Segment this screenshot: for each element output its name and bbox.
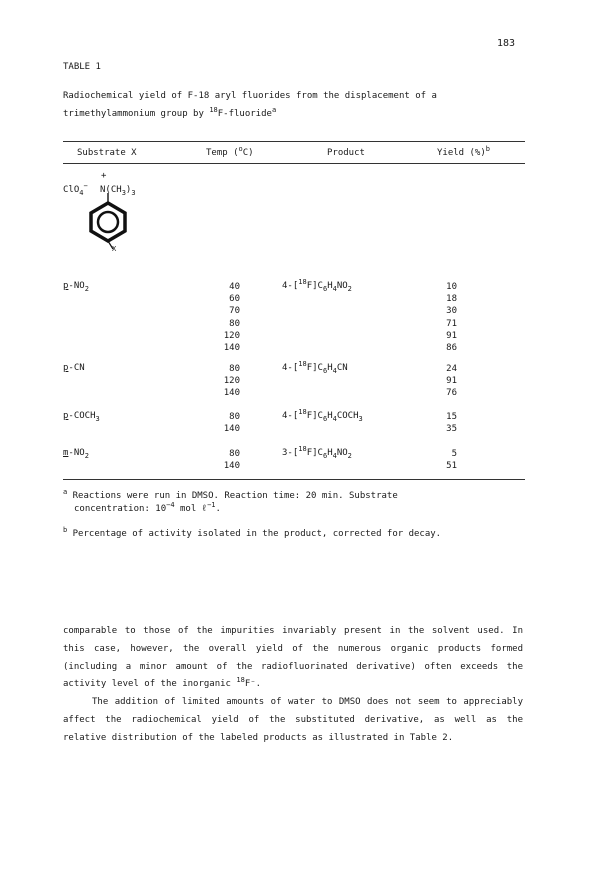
temps-p-cn: 80 120 140 bbox=[223, 364, 240, 399]
product-m-no2: $3-[^{18}F]C_6H_4NO_2$ bbox=[282, 445, 352, 460]
table-bottom-rule bbox=[63, 479, 525, 480]
substrate-m-no2: $m-NO_2$ bbox=[63, 448, 89, 460]
structure-plus: + bbox=[101, 171, 107, 181]
yields-p-no2: 10 18 30 71 91 86 bbox=[446, 282, 457, 354]
table-label: TABLE 1 bbox=[63, 62, 101, 72]
benzene-ring-icon bbox=[83, 193, 133, 261]
footnote-a: $^a$ Reactions were run in DMSO. Reaction time: 20 min. Substrate bbox=[63, 488, 398, 501]
header-product: Product bbox=[327, 148, 365, 158]
footnote-b: $^b$ Percentage of activity isolated in the product, corrected for decay. bbox=[63, 526, 442, 539]
header-substrate: Substrate X bbox=[77, 148, 137, 158]
substrate-p-coch3: $p-COCH_3$ bbox=[63, 411, 100, 423]
product-p-cn: $4-[^{18}F]C_6H_4CN$ bbox=[282, 360, 348, 375]
yields-p-coch3: 15 35 bbox=[446, 412, 457, 435]
temps-p-coch3: 80 140 bbox=[223, 412, 240, 435]
substrate-p-no2: $p-NO_2$ bbox=[63, 281, 89, 293]
structure-anion: ClO$_4$− bbox=[63, 182, 88, 197]
table-top-rule bbox=[63, 141, 525, 142]
substrate-p-cn: p-CN bbox=[63, 363, 85, 373]
product-p-coch3: $4-[^{18}F]C_6H_4COCH_3$ bbox=[282, 408, 363, 423]
table-caption-line1: Radiochemical yield of F-18 aryl fluorides from the displacement of a bbox=[63, 91, 437, 101]
table-header-rule bbox=[63, 163, 525, 164]
structure-x-label: X bbox=[112, 245, 117, 253]
footnote-a-line2: concentration: $10^{-4}$ mol ℓ$^{-1}$. bbox=[74, 501, 221, 514]
table-caption-line2: trimethylammonium group by $^{18}$F-fluoride$^a$ bbox=[63, 106, 277, 119]
body-paragraph-1: comparable to those of the impurities invariably present in the solvent used. In this case, however, the overall yield of the numerous organic products formed (including a minor amount of the radiofluorinated derivative) often exceeds the activity level of the inorganic $^{18}$F⁻. bbox=[63, 626, 523, 690]
yields-m-no2: 5 51 bbox=[446, 449, 457, 472]
yields-p-cn: 24 91 76 bbox=[446, 364, 457, 399]
temps-p-no2: 40 60 70 80 120 140 bbox=[223, 282, 240, 354]
body-text bbox=[63, 623, 523, 748]
structure-amine: $N(CH_3)_3$ bbox=[100, 185, 136, 197]
product-p-no2: $4-[^{18}F]C_6H_4NO_2$ bbox=[282, 278, 352, 293]
header-yield: Yield (%)$^b$ bbox=[437, 145, 490, 158]
page-number: 183 bbox=[497, 38, 516, 49]
temps-m-no2: 80 140 bbox=[223, 449, 240, 472]
header-temp: Temp ($^o$C) bbox=[206, 145, 254, 158]
body-paragraph-2: The addition of limited amounts of water to DMSO does not seem to appreciably affect the radiochemical yield of the substituted derivative, as well as the relative distribution of the labeled products as illustrated in Table 2. bbox=[63, 697, 523, 743]
substrate-structure bbox=[63, 171, 173, 261]
